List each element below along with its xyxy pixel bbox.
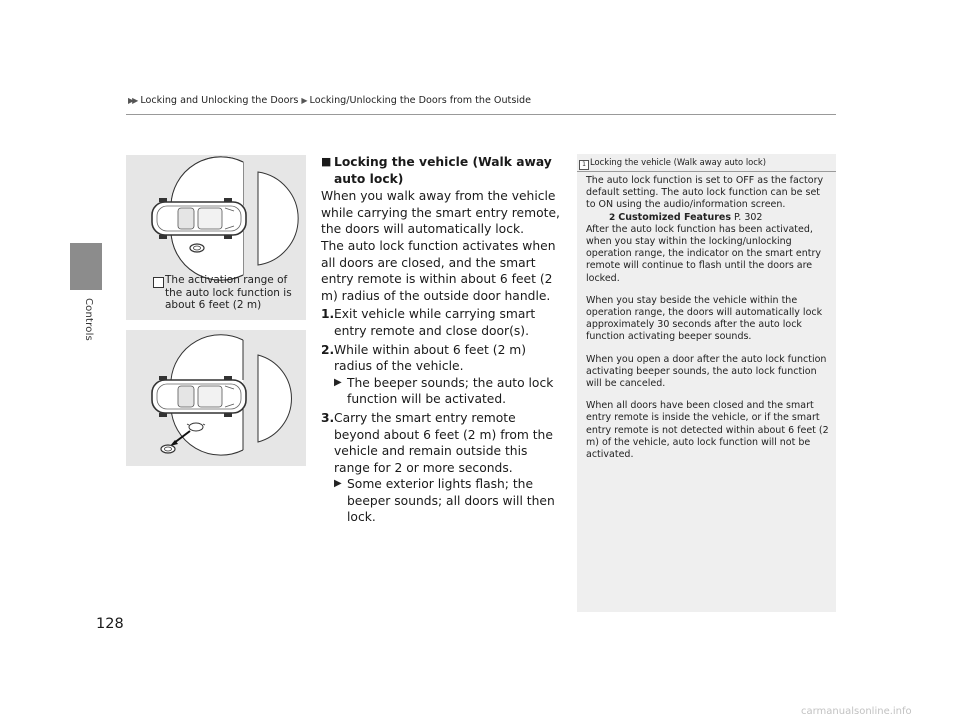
double-arrow-icon: ▶▶ <box>128 96 137 105</box>
notes-body <box>586 175 830 471</box>
figure-walk-away <box>126 330 306 466</box>
paragraph-2: The auto lock function activates when all doors are closed, and the smart entry remote is within about 6 feet (2 m) radius of the outside door handle. <box>321 238 556 303</box>
step-text: Carry the smart entry remote beyond about 6 feet (2 m) from the vehicle and remain outside this range for 2 or more seconds. <box>334 410 553 475</box>
breadcrumb <box>128 95 531 106</box>
section-marker-icon: ■ <box>321 155 332 168</box>
arrow-icon: ▶ <box>301 96 306 105</box>
step-number: 1. <box>321 307 335 322</box>
cross-reference[interactable]: 2 Customized Features P. 302 <box>609 211 763 223</box>
reference-icon: 2 <box>609 212 616 223</box>
watermark: carmanualsonline.info <box>801 706 912 717</box>
step-text: Exit vehicle while carrying smart entry remote and close door(s). <box>334 307 536 338</box>
paragraph-1: When you walk away from the vehicle while carrying the smart entry remote, the doors will automatically lock. <box>321 189 560 237</box>
result-arrow-icon: ▶ <box>334 478 342 490</box>
main-content <box>321 154 561 526</box>
step-3 <box>321 410 561 476</box>
smart-entry-remote-icon <box>161 445 175 453</box>
vehicle-top-view <box>152 198 246 239</box>
step-number: 2. <box>321 342 335 357</box>
note-paragraph: The auto lock function is set to OFF as the factory default setting. The auto lock function can be set to ON using the audio/information screen. 2 Customized Features P. 302 After the auto lock function has been activated, when you stay within the locking/unlocking operation range, the indicator on the smart entry remote will continue to flash until the doors are locked. <box>586 175 824 284</box>
step-text: While within about 6 feet (2 m) radius of the vehicle. <box>334 342 527 374</box>
page-number: 128 <box>96 616 124 632</box>
step-1 <box>321 306 561 339</box>
note-paragraph: When you stay beside the vehicle within the operation range, the doors will automatically lock approximately 30 seconds after the auto lock function activating beeper sounds. <box>586 294 823 343</box>
note-paragraph: When all doors have been closed and the smart entry remote is inside the vehicle, or if the smart entry remote is not detected within about 6 feet (2 m) of the vehicle, auto lock function will not be activated. <box>586 400 829 461</box>
notes-header: 1 Locking the vehicle (Walk away auto lock) <box>577 157 836 172</box>
header-rule <box>126 114 836 115</box>
vehicle-top-view <box>152 376 246 417</box>
note-paragraph: When you open a door after the auto lock function activating beeper sounds, the auto lock function will be canceled. <box>586 353 827 390</box>
caption-legend-box <box>153 277 164 288</box>
step-3-result: ▶ Some exterior lights flash; the beeper sounds; all doors will then lock. <box>334 477 555 525</box>
notes-panel <box>577 154 836 612</box>
note-marker-icon: 1 <box>579 160 589 170</box>
figure-caption: The activation range of the auto lock function is about 6 feet (2 m) <box>165 274 292 311</box>
result-arrow-icon: ▶ <box>334 376 342 388</box>
smart-entry-remote-icon <box>190 244 204 252</box>
figure-activation-range <box>126 155 306 320</box>
walk-away-illustration <box>126 330 306 466</box>
step-number: 3. <box>321 410 335 425</box>
breadcrumb-part-1: Locking and Unlocking the Doors <box>140 95 299 106</box>
chapter-label: Controls <box>83 298 94 341</box>
range-zone-rear <box>258 172 298 265</box>
step-2-result: ▶ The beeper sounds; the auto lock function will be activated. <box>334 375 554 407</box>
chapter-tab <box>70 243 102 290</box>
breadcrumb-part-2: Locking/Unlocking the Doors from the Outside <box>309 95 531 106</box>
range-zone-rear <box>258 355 291 442</box>
step-2 <box>321 342 561 375</box>
section-title: ■ Locking the vehicle (Walk away auto lock) <box>321 155 552 186</box>
